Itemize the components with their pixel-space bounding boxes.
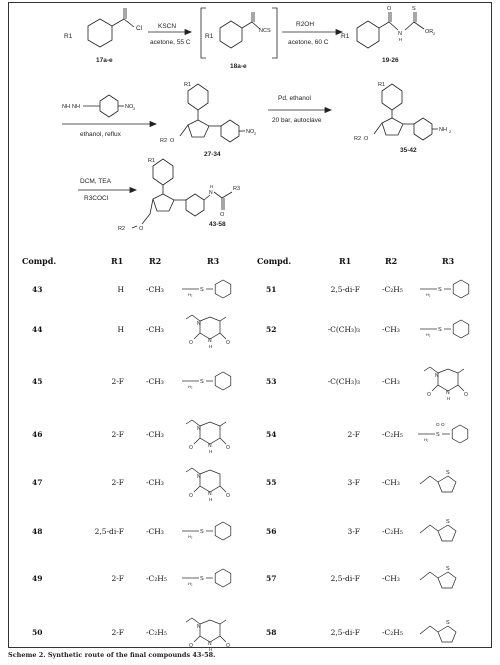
r3-structure-thienyl [418, 511, 488, 551]
ring-shape [453, 320, 469, 338]
r1-value: H [117, 325, 124, 334]
svg-text:S: S [412, 6, 416, 12]
bond [420, 476, 430, 484]
compd-number: 56 [266, 527, 277, 536]
thiophene-ring [438, 476, 456, 492]
svg-text:NH: NH [439, 127, 447, 133]
oxygen-label: O [436, 422, 440, 427]
compd-number: 57 [266, 574, 277, 583]
ring-shape [215, 522, 231, 540]
bond [194, 333, 200, 339]
compd-number: 58 [266, 628, 277, 637]
svg-text:2: 2 [133, 106, 136, 111]
header-compd-right: Compd. [257, 256, 292, 266]
hydrogen-label: H [209, 497, 213, 502]
reaction-scheme [0, 0, 500, 250]
sulfur-label: S [446, 519, 450, 525]
thiophene-ring [438, 626, 456, 642]
compd-number: 50 [32, 628, 43, 637]
svg-text:H: H [210, 184, 214, 189]
sulfur-label: S [436, 432, 440, 438]
svg-text:R2: R2 [160, 138, 168, 144]
svg-text:O: O [170, 138, 175, 144]
r2-value: -CH₃ [146, 430, 164, 439]
ch2-label: H₂ [188, 292, 193, 297]
r3-structure-thienyl [418, 558, 488, 598]
compd-number: 46 [32, 430, 43, 439]
r3-structure-thienyl [418, 462, 488, 502]
pyrimidine-ring [438, 369, 458, 391]
svg-text:ethanol, reflux: ethanol, reflux [80, 131, 121, 138]
r1-value: 2-F [111, 478, 124, 487]
r3-structure-thymine [180, 612, 250, 652]
bond [186, 315, 192, 319]
ring-shape [453, 280, 469, 298]
r3-structure-uracil [180, 462, 250, 502]
svg-text:NO: NO [246, 129, 255, 135]
svg-text:O: O [220, 212, 225, 218]
sulfur-label: S [446, 470, 450, 476]
pyrimidine-ring [200, 470, 220, 492]
r1-value: 2-F [111, 430, 124, 439]
svg-text:R2OH: R2OH [296, 21, 315, 28]
oxygen-label: O [189, 493, 193, 499]
r1-value: 3-F [347, 478, 360, 487]
nitrogen-label: N [208, 443, 212, 449]
r2-value: -C₂H₅ [382, 285, 403, 294]
svg-text:NH: NH [72, 104, 80, 110]
bond [458, 369, 464, 373]
bond [420, 525, 430, 533]
svg-text:R2: R2 [118, 226, 126, 232]
bond [194, 486, 200, 492]
svg-text:O: O [364, 136, 369, 142]
r2-value: -C₂H₅ [382, 628, 403, 637]
header-r2-right: R2 [385, 256, 398, 266]
sulfur-label: S [438, 287, 442, 293]
r3-structure-thiobenzyl [180, 269, 250, 309]
bond [194, 438, 200, 444]
sulfur-label: S [438, 327, 442, 333]
sulfur-label: S [446, 566, 450, 572]
svg-text:acetone, 55 C: acetone, 55 C [150, 39, 191, 46]
svg-text:20 bar, autoclave: 20 bar, autoclave [272, 117, 322, 124]
oxygen-label: O [189, 340, 193, 346]
svg-text:R1: R1 [64, 33, 73, 40]
svg-text:R1: R1 [148, 158, 156, 164]
r2-value: -CH₃ [382, 478, 400, 487]
svg-text:NO: NO [125, 104, 134, 110]
ring-shape [215, 372, 231, 390]
bond [220, 317, 226, 321]
sulfur-label: S [446, 620, 450, 626]
r3-structure-thiobenzyl [418, 269, 488, 309]
svg-text:27-34: 27-34 [204, 151, 221, 158]
oxygen-label: O [226, 340, 230, 346]
thiophene-ring [438, 572, 456, 588]
r2-value: -CH₃ [146, 478, 164, 487]
header-r2-left: R2 [149, 256, 162, 266]
svg-text:O: O [387, 6, 392, 12]
svg-text:17a-e: 17a-e [96, 57, 113, 64]
ring-shape [215, 569, 231, 587]
bond [186, 420, 192, 424]
nitrogen-label: N [197, 474, 201, 480]
r3-structure-thymine [180, 414, 250, 454]
bond [220, 422, 226, 426]
figure-caption: Scheme 2. Synthetic route of the final compounds 43-58. [8, 651, 216, 659]
svg-text:2: 2 [433, 31, 436, 36]
r3-structure-thymine [418, 361, 488, 401]
r1-value: -C(CH₃)₃ [327, 325, 360, 334]
svg-text:R2: R2 [354, 136, 362, 142]
bond [458, 385, 464, 391]
r3-structure-thienyl [418, 612, 488, 652]
sulfur-label: S [200, 576, 204, 582]
compd-number: 51 [266, 285, 277, 294]
svg-text:R3COCl: R3COCl [84, 195, 109, 202]
ch2-label: H₂ [424, 437, 429, 442]
oxygen-label: O [226, 643, 230, 649]
r1-value: 2,5-di-F [94, 527, 124, 536]
compd-number: 48 [32, 527, 43, 536]
r3-structure-sulfonyl [418, 414, 488, 454]
svg-text:35-42: 35-42 [400, 147, 417, 154]
r2-value: -CH₃ [146, 325, 164, 334]
svg-text:R1: R1 [378, 82, 386, 88]
oxygen-label: O [226, 445, 230, 451]
r2-value: -CH₃ [382, 574, 400, 583]
bond [220, 486, 226, 492]
svg-text:R1: R1 [184, 82, 192, 88]
oxygen-label: O [464, 392, 468, 398]
r1-value: 2-F [347, 430, 360, 439]
oxygen-label: O [226, 493, 230, 499]
svg-text:2: 2 [254, 131, 257, 136]
r2-value: -C₂H₅ [382, 430, 403, 439]
bond [220, 333, 226, 339]
r2-value: -CH₃ [146, 377, 164, 386]
bond [430, 525, 438, 531]
r1-value: H [117, 285, 124, 294]
compd-number: 47 [32, 478, 43, 487]
oxygen-label: O [441, 422, 445, 427]
ring-shape [452, 425, 468, 443]
thiophene-ring [438, 525, 456, 541]
hydrogen-label: H [209, 344, 213, 349]
compd-number: 49 [32, 574, 43, 583]
bond [220, 620, 226, 624]
bond [430, 476, 438, 482]
pyrimidine-ring [200, 422, 220, 444]
r1-value: 2,5-di-F [330, 574, 360, 583]
r2-value: -C₂H₅ [146, 628, 167, 637]
nitrogen-label: N [435, 373, 439, 379]
svg-text:18a-e: 18a-e [230, 63, 247, 70]
svg-text:19-26: 19-26 [382, 57, 399, 64]
ring-shape [215, 280, 231, 298]
r1-value: 2-F [111, 574, 124, 583]
header-compd-left: Compd. [22, 256, 57, 266]
bond [432, 385, 438, 391]
r2-value: -CH₃ [382, 377, 400, 386]
bond [186, 468, 192, 472]
r2-value: -CH₃ [382, 325, 400, 334]
compd-number: 45 [32, 377, 43, 386]
bond [420, 572, 430, 580]
r3-structure-thiobenzyl [180, 558, 250, 598]
r1-value: -C(CH₃)₃ [327, 377, 360, 386]
ch2-label: H₂ [188, 384, 193, 389]
ch2-label: H₂ [188, 534, 193, 539]
r3-structure-thiobenzyl [180, 361, 250, 401]
svg-text:Cl: Cl [136, 25, 143, 32]
svg-text:acetone, 60 C: acetone, 60 C [288, 39, 329, 46]
bond [194, 636, 200, 642]
r3-structure-thiobenzyl [180, 511, 250, 551]
header-r3-right: R3 [442, 256, 455, 266]
oxygen-label: O [189, 445, 193, 451]
sulfur-label: S [200, 379, 204, 385]
svg-text:O: O [139, 226, 144, 232]
bond [220, 636, 226, 642]
header-r1-right: R1 [339, 256, 352, 266]
r3-structure-thymine [180, 309, 250, 349]
hydrogen-label: H [209, 449, 213, 454]
svg-text:Pd, ethanol: Pd, ethanol [278, 95, 311, 102]
sulfur-label: S [200, 287, 204, 293]
header-r1-left: R1 [111, 256, 124, 266]
bond [424, 367, 430, 371]
bond [220, 438, 226, 444]
compd-number: 52 [266, 325, 277, 334]
r1-value: 2-F [111, 628, 124, 637]
compd-number: 44 [32, 325, 43, 334]
ch2-label: H₂ [426, 332, 431, 337]
svg-text:N: N [209, 190, 213, 196]
bond [430, 572, 438, 578]
r1-value: 2,5-di-F [330, 628, 360, 637]
svg-text:DCM, TEA: DCM, TEA [80, 178, 111, 185]
sulfur-label: S [200, 529, 204, 535]
r2-value: -CH₃ [146, 285, 164, 294]
svg-text:R1: R1 [205, 33, 214, 40]
nitrogen-label: N [208, 338, 212, 344]
nitrogen-label: N [446, 390, 450, 396]
svg-text:R1: R1 [341, 33, 350, 40]
compd-number: 55 [266, 478, 277, 487]
svg-text:NH: NH [62, 104, 70, 110]
r2-value: -CH₃ [146, 527, 164, 536]
compd-number: 53 [266, 377, 277, 386]
pyrimidine-ring [200, 620, 220, 642]
ch2-label: H₂ [188, 581, 193, 586]
r2-value: -C₂H₅ [382, 527, 403, 536]
r2-value: -C₂H₅ [146, 574, 167, 583]
hydrogen-label: H [209, 647, 213, 652]
nitrogen-label: N [208, 641, 212, 647]
svg-text:OR: OR [425, 29, 434, 35]
header-r3-left: R3 [207, 256, 220, 266]
compd-number: 54 [266, 430, 277, 439]
svg-text:N: N [398, 31, 402, 37]
nitrogen-label: N [197, 426, 201, 432]
compd-number: 43 [32, 285, 43, 294]
bond [420, 626, 430, 634]
r3-structure-thiobenzyl [418, 309, 488, 349]
svg-text:H: H [399, 37, 403, 42]
r1-value: 2-F [111, 377, 124, 386]
r1-value: 2,5-di-F [330, 285, 360, 294]
oxygen-label: O [189, 643, 193, 649]
svg-text:NCS: NCS [259, 28, 271, 34]
bond [186, 618, 192, 622]
pyrimidine-ring [200, 317, 220, 339]
nitrogen-label: N [208, 491, 212, 497]
svg-text:2: 2 [449, 129, 452, 134]
svg-text:KSCN: KSCN [158, 23, 177, 30]
nitrogen-label: N [197, 321, 201, 327]
r1-value: 3-F [347, 527, 360, 536]
hydrogen-label: H [447, 396, 451, 401]
oxygen-label: O [427, 392, 431, 398]
svg-text:R3: R3 [233, 186, 241, 192]
svg-text:43-58: 43-58 [209, 221, 226, 228]
nitrogen-label: N [197, 624, 201, 630]
ch2-label: H₂ [426, 292, 431, 297]
bond [430, 626, 438, 632]
